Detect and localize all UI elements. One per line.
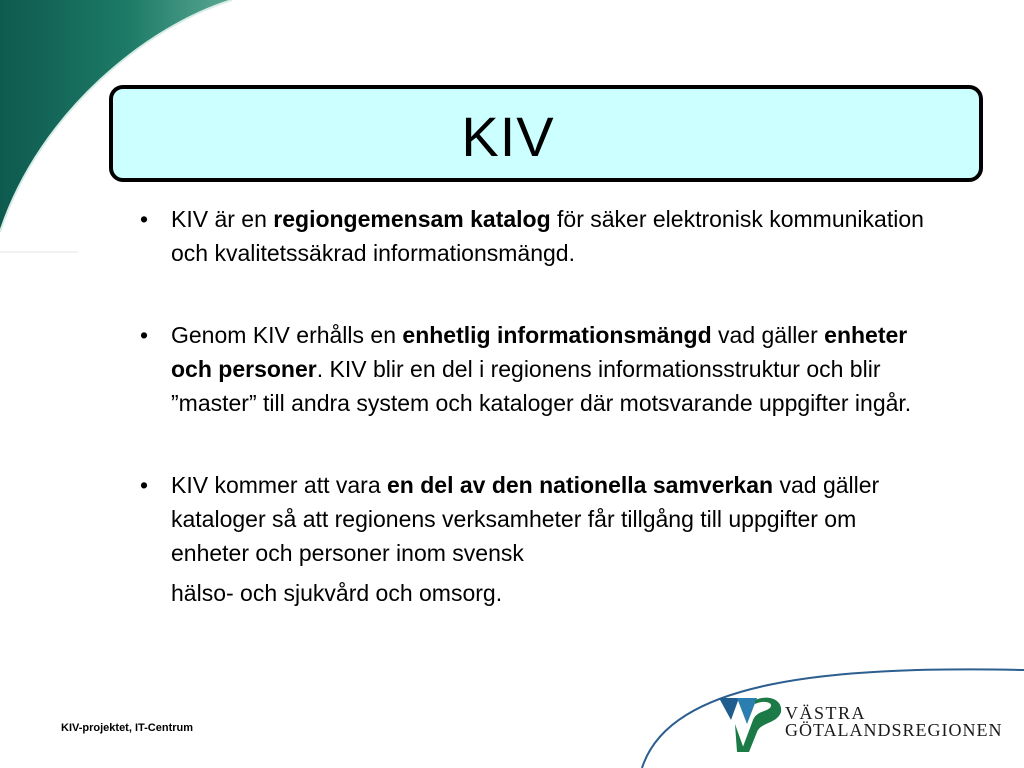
bullet-emphasis: en del av den nationella samverkan bbox=[387, 472, 774, 498]
bullet-item bbox=[140, 318, 930, 420]
bullet-dot: • bbox=[140, 472, 149, 498]
bullet-text: vad gäller bbox=[711, 322, 825, 348]
bullet-text: vad gäller kataloger så att regionens verksamheter får tillgång till uppgifter om enheter och personer inom svensk bbox=[171, 472, 880, 566]
bullet-dot: • bbox=[140, 322, 149, 348]
bullet-list bbox=[140, 202, 930, 610]
logo-text-line1: VÄSTRA bbox=[785, 703, 867, 723]
bullet-text: Genom KIV erhålls en bbox=[171, 322, 403, 348]
bullet-item bbox=[140, 468, 930, 610]
bullet-text: KIV kommer att vara bbox=[171, 472, 388, 498]
bullet-emphasis: enhetlig informationsmängd bbox=[402, 322, 712, 348]
vgr-logo-icon bbox=[717, 694, 787, 756]
bullet-emphasis: enheter och personer bbox=[171, 322, 908, 382]
bullet-text: för säker elektronisk kommunikation och kvalitetssäkrad informationsmängd. bbox=[171, 206, 924, 266]
logo-text-line2: GÖTALANDSREGIONEN bbox=[785, 720, 1003, 740]
bullet-emphasis: regiongemensam katalog bbox=[273, 206, 551, 232]
bullet-dot: • bbox=[140, 206, 149, 232]
bullet-text: KIV är en bbox=[171, 206, 274, 232]
organization-logo bbox=[717, 694, 1007, 758]
bullet-text: hälso- och sjukvård och omsorg. bbox=[171, 580, 503, 606]
bullet-text: . KIV blir en del i regionens informationsstruktur och blir ”master” till andra system och kataloger där motsvarande uppgifter ingår. bbox=[171, 356, 912, 416]
title-box bbox=[109, 85, 983, 182]
footer-text: KIV-projektet, IT-Centrum bbox=[61, 722, 194, 734]
slide-title: KIV bbox=[461, 105, 555, 168]
bullet-item bbox=[140, 202, 930, 270]
